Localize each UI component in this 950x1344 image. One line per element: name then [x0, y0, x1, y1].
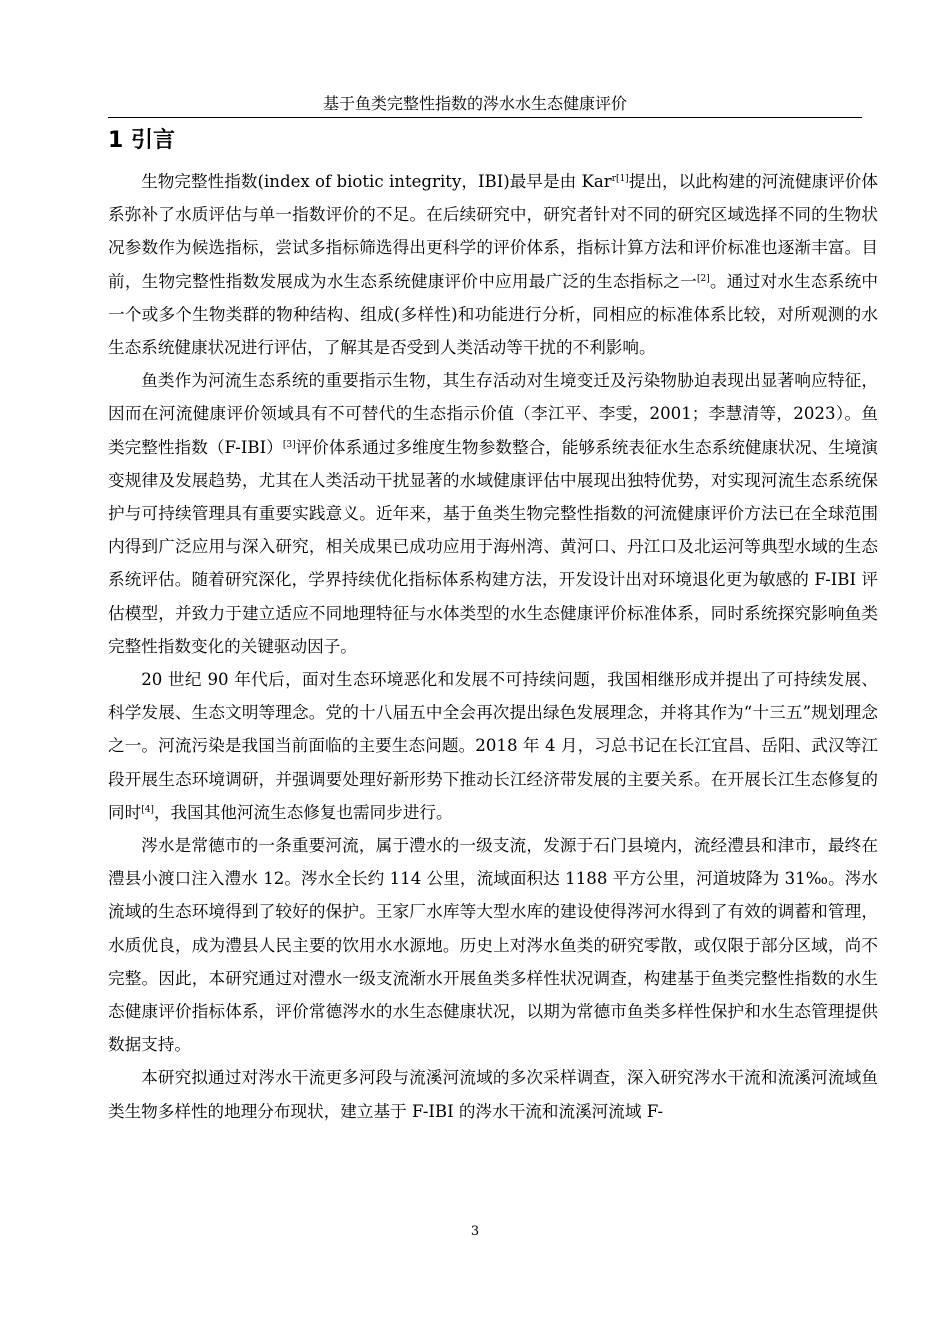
running-header: 基于鱼类完整性指数的涔水水生态健康评价 [322, 94, 627, 113]
text-run: 提出，以此构建的河流健康评价体系弥补了水质评估与单一指数评价的不足。在后续研究中，研究者针对不同的研究区域选择不同的生物状况参数作为候选指标，尝试多指标筛选得出更科学的评价体系，指标计算方法和评价标准也逐渐丰富。目前，生物完整性指数发展成为水生态系统健康评价中应用最广泛的生态指标之一 [108, 172, 879, 291]
paragraph-policy-background [108, 663, 878, 829]
text-run: ，我国其他河流生态修复也需同步进行。 [153, 802, 453, 822]
paragraph-study-aim: 本研究拟通过对涔水干流更多河段与流溪河流域的多次采样调查，深入研究涔水干流和流溪河流域鱼类生物多样性的地理分布现状，建立基于 F-IBI 的涔水干流和流溪河流域 F- [108, 1068, 878, 1121]
text-run: 。通过对水生态系统中一个或多个生物类群的物种结构、组成(多样性)和功能进行分析，同相应的标准体系比较，对所观测的水生态系统健康状况进行评估，了解其是否受到人类活动等干扰的不利影响。 [108, 271, 879, 358]
citation-2: [2] [696, 273, 710, 284]
text-run: 20 世纪 90 年代后，面对生态环境恶化和发展不可持续问题，我国相继形成并提出了可持续发展、科学发展、生态文明等理念。党的十八届五中全会再次提出绿色发展理念，并将其作为“十三五”规划理念之一。河流污染是我国当前面临的主要生态问题。2018 年 4 月，习总书记在长江宜昌、岳阳、武汉等江段开展生态环境调研，并强调要处理好新形势下推动长江经济带发展的主要关系。在开展长江生态修复的同时 [108, 670, 878, 822]
paragraph-ibi-definition [108, 165, 878, 364]
section-heading: 1 引言 [108, 128, 175, 153]
text-run: 生物完整性指数(index of biotic integrity，IBI)最早是由 Kar [141, 172, 612, 191]
citation-1: r[1] [611, 174, 629, 184]
page-number: 3 [470, 1224, 480, 1239]
header-rule [108, 117, 862, 118]
citation-3: [3] [282, 439, 296, 450]
citation-4: [4] [141, 804, 154, 815]
paragraph-study-area: 涔水是常德市的一条重要河流，属于澧水的一级支流，发源于石门县境内，流经澧县和津市，最终在澧县小渡口注入澧水 12。涔水全长约 114 公里，流域面积达 1188 平方公里，河道坡降为 31‰。涔水流域的生态环境得到了较好的保护。王家厂水库等大型水库的建设使得涔河水得到了有效的调蓄和管理，水质优良，成为澧县人民主要的饮用水水源地。历史上对涔水鱼类的研究零散，或仅限于部分区域，尚不完整。因此，本研究通过对澧水一级支流渐水开展鱼类多样性状况调查，构建基于鱼类完整性指数的水生态健康评价指标体系，评价常德涔水的水生态健康状况，以期为常德市鱼类多样性保护和水生态管理提供数据支持。 [108, 836, 878, 1055]
body-text [108, 165, 878, 1128]
text-run: 评价体系通过多维度生物参数整合，能够系统表征水生态系统健康状况、生境演变规律及发展趋势，尤其在人类活动干扰显著的水域健康评估中展现出独特优势，对实现河流生态系统保护与可持续管理具有重要实践意义。近年来，基于鱼类生物完整性指数的河流健康评价方法已在全球范围内得到广泛应用与深入研究，相关成果已成功应用于海州湾、黄河口、丹江口及北运河等典型水域的生态系统评估。随着研究深化，学界持续优化指标体系构建方法，开发设计出对环境退化更为敏感的 F-IBI 评估模型，并致力于建立适应不同地理特征与水体类型的水生态健康评价标准体系，同时系统探究影响鱼类完整性指数变化的关键驱动因子。 [108, 437, 878, 656]
text-run: 鱼类作为河流生态系统的重要指示生物，其生存活动对生境变迁及污染物胁迫表现出显著响应特征，因而在河流健康评价领域具有不可替代的生态指示价值（李江平、李雯，2001；李慧清等，2023）。鱼类完整性指数（F-IBI） [108, 371, 878, 457]
paragraph-fish-indicator [108, 364, 878, 663]
